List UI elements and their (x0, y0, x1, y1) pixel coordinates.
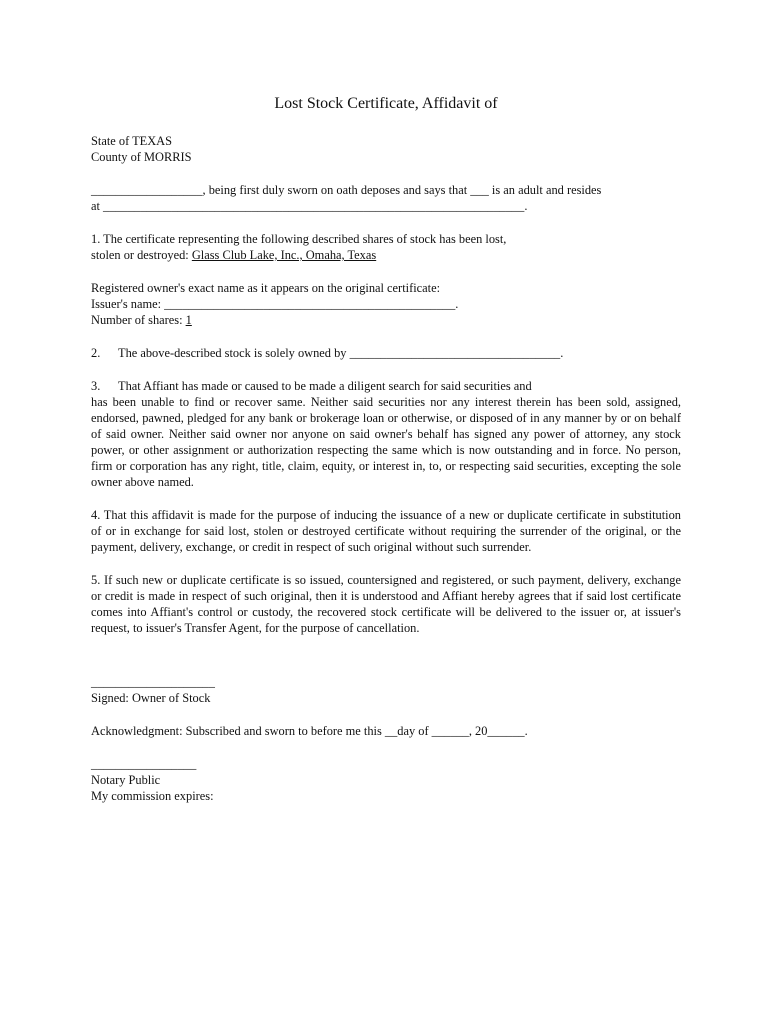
signature-block (91, 674, 681, 706)
signature-label: Signed: Owner of Stock (91, 691, 211, 705)
venue-block (91, 133, 681, 165)
paragraph-1-line-1: 1. The certificate representing the following described shares of stock has been lost, (91, 232, 507, 246)
paragraph-2 (91, 345, 681, 361)
document-content (91, 94, 681, 804)
notary-label: Notary Public (91, 773, 161, 787)
issuer-name-line: Issuer's name: _______________________________________________. (91, 297, 459, 311)
paragraph-1-line-2 (91, 247, 681, 263)
paragraph-4: 4. That this affidavit is made for the purpose of inducing the issuance of a new or duplicate certificate in substitution of or in exchange for said lost, stolen or destroyed certificate without requiring the surrender of the original, or the payment, delivery, exchange, or credit in respect of such original without such surrender. (91, 508, 681, 554)
paragraph-3-number: 3. (91, 379, 101, 393)
company-name: Glass Club Lake, Inc., Omaha, Texas (191, 248, 377, 262)
commission-expires-label: My commission expires: (91, 789, 214, 803)
shares-label: Number of shares: (91, 313, 186, 327)
intro-line-2: at ____________________________________________________________________. (91, 199, 528, 213)
shares-value: 1 (185, 313, 192, 327)
paragraph-3 (91, 378, 681, 490)
acknowledgment-line: Acknowledgment: Subscribed and sworn to before me this __day of ______, 20______. (91, 724, 528, 738)
paragraph-5: 5. If such new or duplicate certificate is so issued, countersigned and registered, or such payment, delivery, exchange or credit is made in respect of such original, then it is understood and Affiant hereby agrees that if said lost certificate comes into Affiant's control or custody, the recovered stock certificate will be delivered to the issuer or, at issuer's request, to issuer's Transfer Agent, for the purpose of cancellation. (91, 573, 681, 635)
venue-county: County of MORRIS (91, 150, 192, 164)
paragraph-1-prefix: stolen or destroyed: (91, 248, 192, 262)
intro-block (91, 182, 681, 214)
paragraph-2-number: 2. (91, 346, 101, 360)
venue-state: State of TEXAS (91, 134, 172, 148)
paragraph-3-first-line: That Affiant has made or caused to be made a diligent search for said securities and (118, 379, 532, 393)
paragraph-2-text: The above-described stock is solely owned by __________________________________. (118, 346, 564, 360)
notary-block (91, 756, 681, 804)
signature-line: ____________________ (91, 675, 215, 689)
shares-line (91, 312, 681, 328)
intro-line-1: __________________, being first duly sworn on oath deposes and says that ___ is an adult and resides (91, 183, 602, 197)
paragraph-3-body: has been unable to find or recover same. Neither said securities nor any interest therein has been sold, assigned, endorsed, pawned, pledged for any bank or brokerage loan or otherwise, or disposed of in any manner by or on behalf of said owner. Neither said owner nor anyone on said owner's behalf has signed any power of attorney, any stock power, or other assignment or authorization respecting the same which is now outstanding and in force. No person, firm or corporation has any right, title, claim, equity, or interest in, to, or respecting said securities, excepting the sole owner above named. (91, 395, 681, 489)
owner-block (91, 280, 681, 328)
document-title: Lost Stock Certificate, Affidavit of (274, 95, 498, 112)
paragraph-1 (91, 231, 681, 263)
owner-heading: Registered owner's exact name as it appears on the original certificate: (91, 281, 441, 295)
notary-signature-line: _________________ (91, 757, 197, 771)
